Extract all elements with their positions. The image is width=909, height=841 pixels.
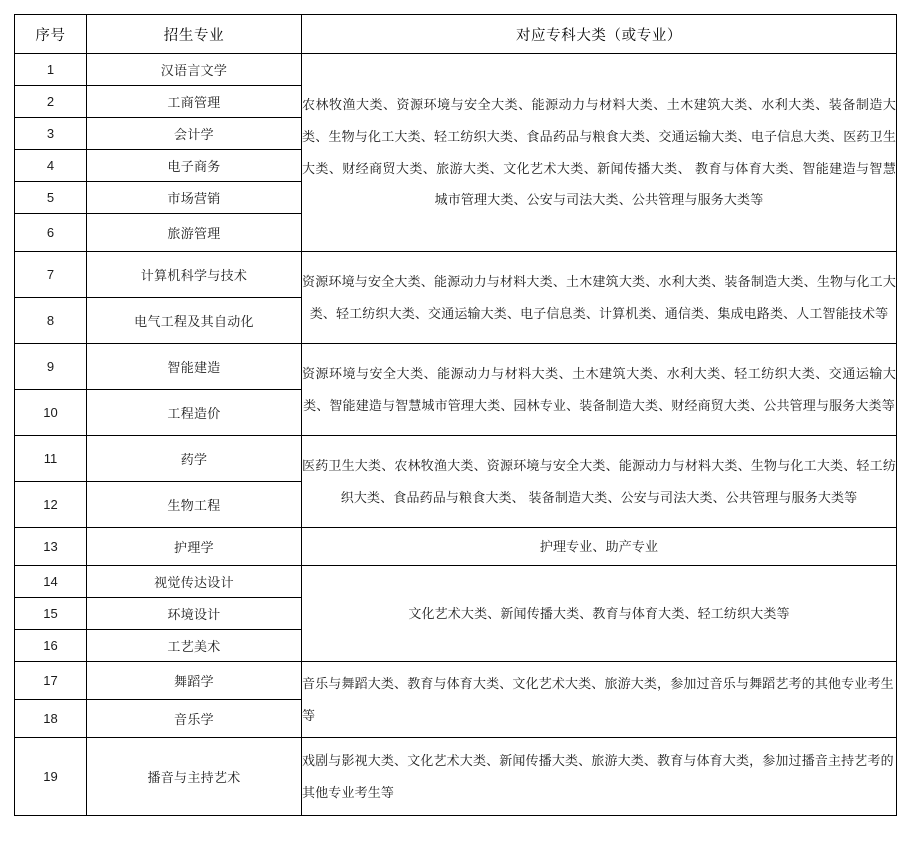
cell-desc-group-11-12 (302, 436, 897, 528)
cell-major: 电子商务 (87, 150, 302, 182)
cell-major: 舞蹈学 (87, 662, 302, 700)
cell-major: 药学 (87, 436, 302, 482)
cell-seq: 2 (15, 86, 87, 118)
cell-seq: 12 (15, 482, 87, 528)
table-body (15, 54, 897, 816)
cell-major: 播音与主持艺术 (87, 738, 302, 816)
cell-desc-group-9-10 (302, 344, 897, 436)
desc-text: 农林牧渔大类、资源环境与安全大类、能源动力与材料大类、土木建筑大类、水利大类、装备制造大类、生物与化工大类、轻工纺织大类、食品药品与粮食大类、交通运输大类、电子信息大类、医药卫生大类、财经商贸大类、旅游大类、文化艺术大类、新闻传播大类、 教育与体育大类、智能建造与智慧城市管理大类、公安与司法大类、公共管理与服务大类等 (302, 96, 896, 208)
cell-major: 旅游管理 (87, 214, 302, 252)
cell-seq: 9 (15, 344, 87, 390)
desc-text: 护理专业、助产专业 (539, 538, 659, 554)
cell-seq: 7 (15, 252, 87, 298)
column-header-seq: 序号 (15, 15, 87, 54)
cell-major: 工程造价 (87, 390, 302, 436)
table-row (15, 528, 897, 566)
cell-major: 汉语言文学 (87, 54, 302, 86)
cell-seq: 18 (15, 700, 87, 738)
desc-text: 医药卫生大类、农林牧渔大类、资源环境与安全大类、能源动力与材料大类、生物与化工大类、轻工纺织大类、食品药品与粮食大类、 装备制造大类、公安与司法大类、公共管理与服务大类等 (302, 457, 896, 505)
cell-seq: 17 (15, 662, 87, 700)
cell-major: 电气工程及其自动化 (87, 298, 302, 344)
table-header (15, 15, 897, 54)
cell-desc-group-19 (302, 738, 897, 816)
cell-major: 市场营销 (87, 182, 302, 214)
table-row (15, 54, 897, 86)
cell-major: 音乐学 (87, 700, 302, 738)
cell-major: 工商管理 (87, 86, 302, 118)
desc-text: 资源环境与安全大类、能源动力与材料大类、土木建筑大类、水利大类、装备制造大类、生物与化工大类、轻工纺织大类、交通运输大类、电子信息类、计算机类、通信类、集成电路类、人工智能技术等 (302, 273, 896, 321)
cell-desc-group-14-16 (302, 566, 897, 662)
desc-text: 音乐与舞蹈大类、教育与体育大类、文化艺术大类、旅游大类，参加过音乐与舞蹈艺考的其他专业考生等 (302, 675, 894, 723)
cell-seq: 16 (15, 630, 87, 662)
cell-major: 会计学 (87, 118, 302, 150)
desc-text: 戏剧与影视大类、文化艺术大类、新闻传播大类、旅游大类、教育与体育大类，参加过播音主持艺考的其他专业考生等 (302, 752, 894, 800)
table-row (15, 344, 897, 390)
desc-text: 文化艺术大类、新闻传播大类、教育与体育大类、轻工纺织大类等 (408, 605, 790, 621)
admission-majors-table (14, 14, 897, 816)
cell-desc-group-1-6 (302, 54, 897, 252)
cell-seq: 14 (15, 566, 87, 598)
table-header-row (15, 15, 897, 54)
cell-seq: 1 (15, 54, 87, 86)
table-row (15, 566, 897, 598)
table-row (15, 738, 897, 816)
cell-seq: 5 (15, 182, 87, 214)
cell-desc-group-13 (302, 528, 897, 566)
cell-seq: 3 (15, 118, 87, 150)
cell-major: 视觉传达设计 (87, 566, 302, 598)
cell-seq: 6 (15, 214, 87, 252)
cell-major: 智能建造 (87, 344, 302, 390)
cell-desc-group-7-8 (302, 252, 897, 344)
cell-major: 工艺美术 (87, 630, 302, 662)
cell-seq: 10 (15, 390, 87, 436)
cell-seq: 19 (15, 738, 87, 816)
cell-seq: 4 (15, 150, 87, 182)
column-header-desc: 对应专科大类（或专业） (302, 15, 897, 54)
table-row (15, 662, 897, 700)
cell-seq: 8 (15, 298, 87, 344)
desc-text: 资源环境与安全大类、能源动力与材料大类、土木建筑大类、水利大类、轻工纺织大类、交通运输大类、智能建造与智慧城市管理大类、园林专业、装备制造大类、财经商贸大类、公共管理与服务大类等 (302, 365, 896, 413)
cell-major: 环境设计 (87, 598, 302, 630)
cell-seq: 11 (15, 436, 87, 482)
cell-major: 计算机科学与技术 (87, 252, 302, 298)
table-row (15, 436, 897, 482)
column-header-major: 招生专业 (87, 15, 302, 54)
cell-seq: 15 (15, 598, 87, 630)
cell-desc-group-17-18 (302, 662, 897, 738)
table-row (15, 252, 897, 298)
cell-major: 生物工程 (87, 482, 302, 528)
cell-major: 护理学 (87, 528, 302, 566)
cell-seq: 13 (15, 528, 87, 566)
